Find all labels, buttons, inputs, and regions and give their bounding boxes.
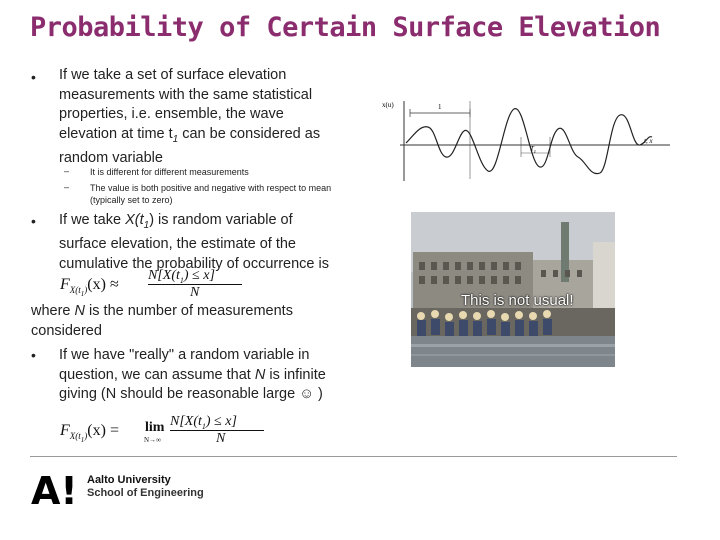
where-line: where N is the number of measurements	[31, 303, 293, 319]
where-text	[31, 302, 293, 341]
y-axis-label: x(u)	[382, 101, 394, 109]
formula-limit: lim	[145, 420, 165, 435]
bullet-marker: •	[31, 347, 36, 363]
bullet-line: question, we can assume that N is infinite	[59, 366, 326, 383]
sub-bullet-text	[90, 182, 331, 206]
t1-label: 1	[438, 103, 442, 111]
bullet-line-text: elevation at time t	[59, 125, 173, 142]
bullet-line: cumulative the probability of occurrence is	[59, 255, 329, 272]
formula-denominator: N	[216, 431, 226, 446]
bullet-line	[59, 211, 329, 235]
bullet-line: giving (N should be reasonable large ☺ )	[59, 386, 323, 402]
bullet-marker: •	[31, 69, 36, 85]
footer-separator	[30, 456, 677, 457]
subscript: 1	[143, 219, 150, 231]
bullet-marker: •	[31, 213, 36, 229]
formula-numerator: $N[X(t_1) \le x]$	[170, 414, 237, 431]
bullet-line: If we take a set of surface elevation	[59, 67, 287, 83]
bullet-line-text: can be considered as	[178, 125, 321, 142]
formula-numerator: $N[X(t_1) \le x]$	[148, 268, 215, 285]
dash-marker: –	[64, 166, 70, 176]
flood-photo	[411, 212, 615, 367]
bullet-line-text: ) is random variable of	[149, 212, 293, 228]
probability-limit-formula	[60, 414, 260, 448]
bullet-text	[59, 346, 326, 405]
wave-curve	[406, 109, 652, 174]
sub-bullet-line: The value is both positive and negative with respect to mean	[90, 183, 332, 193]
sub-bullet-text: It is different for different measurements	[90, 167, 249, 177]
slide-title: Probability of Certain Surface Elevation	[30, 12, 661, 43]
bullet-line: If we have "really" a random variable in	[59, 347, 310, 363]
university-name: Aalto University	[87, 474, 171, 486]
formula-denominator: N	[190, 285, 200, 300]
bullet-line: random variable	[59, 149, 163, 166]
bullet-text	[59, 211, 329, 274]
variable: X(t	[125, 212, 144, 228]
formula-lhs: $F_{X(t_1)}(x)$ =	[60, 422, 119, 444]
probability-estimate-formula	[60, 268, 260, 302]
x-axis-label: t, x	[644, 137, 653, 145]
flood-photo-drawing	[411, 212, 615, 367]
formula-lhs: $F_{X(t_1)}(x)$ ≈	[60, 276, 119, 298]
wave-elevation-figure	[380, 95, 680, 185]
bullet-line: measurements with the same statistical	[59, 86, 313, 103]
bullet-line-text: If we take	[59, 212, 126, 228]
subscript: 1	[172, 133, 179, 145]
where-line: considered	[31, 322, 102, 339]
bullet-line: properties, i.e. ensemble, the wave	[59, 106, 284, 122]
school-name: School of Engineering	[87, 487, 204, 499]
photo-caption: This is not usual!	[461, 292, 574, 309]
bullet-line	[59, 125, 320, 149]
aalto-logo: A!	[31, 469, 78, 513]
bullet-text	[59, 66, 320, 168]
tz-label: $T_z$	[530, 145, 536, 155]
bullet-line: surface elevation, the estimate of the	[59, 236, 296, 253]
dash-marker: –	[64, 182, 70, 192]
sub-bullet-line: (typically set to zero)	[90, 195, 173, 205]
formula-limit-sub: N→∞	[144, 436, 162, 444]
